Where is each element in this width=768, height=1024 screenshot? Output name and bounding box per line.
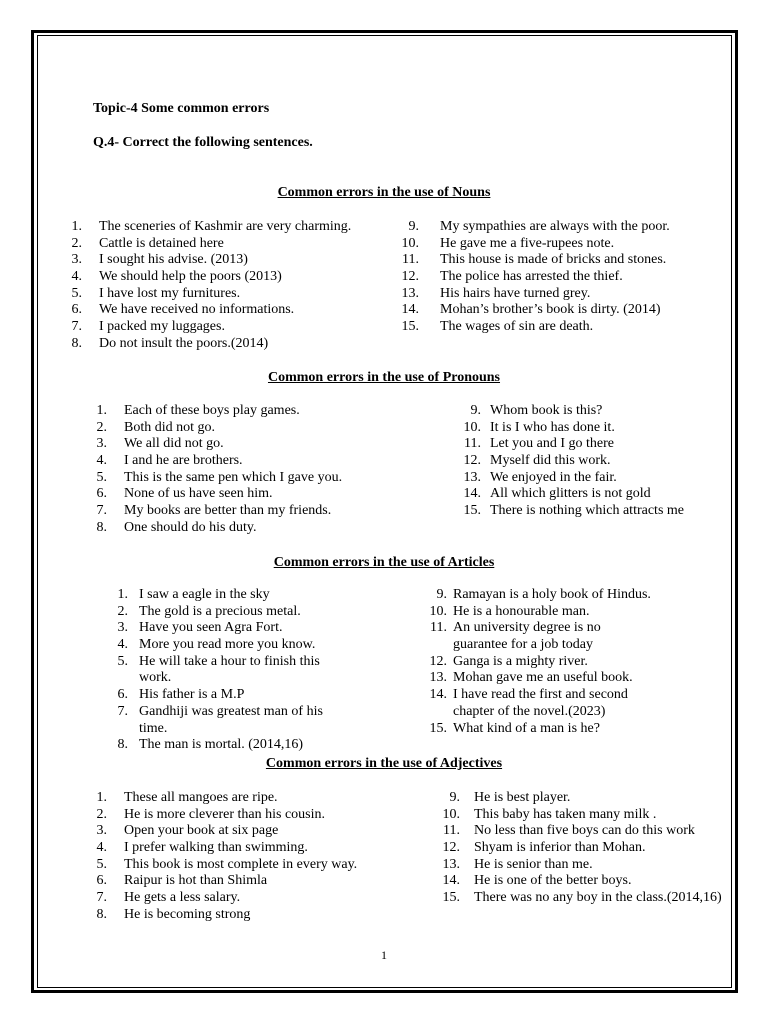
list-item-number: 14. [429,687,447,703]
list-item-number: 11. [443,823,460,839]
list-item [86,873,416,890]
list-item [430,873,735,890]
list-item [395,319,735,336]
list-item-text: Let you and I go there [490,436,615,452]
list-item [445,470,735,487]
list-item [100,604,400,621]
list-item [415,721,715,738]
articles-list-left [100,587,400,754]
list-item [86,503,416,520]
list-item-number: 1. [96,790,107,805]
list-item-text: The sceneries of Kashmir are very charming. [99,219,352,234]
list-item-text: Ganga is a mighty river. [453,653,588,669]
list-item-text: I have lost my furnitures. [99,285,241,301]
list-item-number: 9. [449,790,460,805]
list-item-number: 1. [96,403,107,418]
list-item [100,687,400,704]
adjectives-list-left [86,790,416,924]
list-item [100,587,400,604]
list-item-number: 10. [463,419,481,435]
section-heading-articles: Common errors in the use of Articles [273,555,495,570]
list-item-number: 3. [96,436,107,452]
list-item [100,737,400,754]
list-item-number: 10. [401,235,419,251]
list-item-number: 4. [96,840,107,856]
list-item-text: I prefer walking than swimming. [124,840,308,856]
list-item-text: Have you seen Agra Fort. [139,620,283,636]
list-item [86,907,416,924]
list-item-text: The gold is a precious metal. [139,603,301,619]
list-item-text: The police has arrested the thief. [440,269,623,285]
list-item-number: 10. [429,603,447,619]
list-item [86,807,416,824]
list-item [445,403,735,420]
list-item [100,704,400,737]
list-item-number: 6. [71,302,82,318]
list-item [86,403,416,420]
list-item-number: 3. [117,620,128,636]
list-item-text: Do not insult the poors.(2014) [99,335,269,351]
list-item-number: 7. [117,703,128,719]
list-item [86,436,416,453]
list-item [62,252,392,269]
list-item [395,269,735,286]
list-item-text-continued: time. [139,720,168,736]
list-item-text: These all mangoes are ripe. [124,790,278,805]
list-item-number: 2. [117,603,128,619]
list-item-number: 14. [401,302,419,318]
list-item-text: He is one of the better boys. [474,873,632,889]
list-item-number: 1. [117,587,128,602]
list-item-text: Mohan’s brother’s book is dirty. (2014) [440,302,661,318]
list-item [415,654,715,671]
list-item-number: 4. [117,637,128,653]
list-item-text: He will take a hour to finish this [139,653,320,669]
list-item-text: What kind of a man is he? [453,720,600,736]
list-item-number: 13. [429,670,447,686]
list-item-number: 12. [442,840,460,856]
list-item-number: 2. [96,419,107,435]
list-item-text: There was no any boy in the class.(2014,16) [474,890,722,906]
list-item [62,286,392,303]
list-item-number: 7. [96,890,107,906]
articles-list-right [415,587,715,737]
list-item [86,453,416,470]
list-item-text: No less than five boys can do this work [474,823,695,839]
list-item-text: I packed my luggages. [99,319,225,335]
nouns-list-right [395,219,735,336]
list-item-number: 11. [464,436,481,452]
list-item [430,790,735,807]
list-item [445,436,735,453]
list-item [100,620,400,637]
list-item-number: 6. [117,687,128,703]
list-item [415,604,715,621]
list-item-number: 13. [442,856,460,872]
list-item-number: 9. [408,219,419,234]
list-item [62,319,392,336]
list-item-text: He is best player. [474,790,571,805]
section-heading-nouns: Common errors in the use of Nouns [277,185,491,200]
list-item-text: An university degree is no [453,620,601,636]
list-item-text: This book is most complete in every way. [124,856,358,872]
list-item-number: 6. [96,873,107,889]
list-item-number: 5. [96,856,107,872]
list-item [445,453,735,470]
list-item-number: 5. [71,285,82,301]
list-item-text: Cattle is detained here [99,235,224,251]
list-item-text: I and he are brothers. [124,453,243,469]
list-item-text: There is nothing which attracts me [490,503,684,519]
list-item-text: We enjoyed in the fair. [490,469,617,485]
list-item [100,637,400,654]
list-item-text: He is senior than me. [474,856,593,872]
list-item-text: This baby has taken many milk . [474,806,657,822]
list-item-text: Mohan gave me an useful book. [453,670,633,686]
list-item-number: 12. [429,653,447,669]
list-item [86,840,416,857]
list-item [430,840,735,857]
list-item [430,807,735,824]
list-item-text: We all did not go. [124,436,224,452]
question-title: Q.4- Correct the following sentences. [93,135,313,150]
list-item-number: 4. [96,453,107,469]
list-item-text: I sought his advise. (2013) [99,252,248,268]
list-item-number: 11. [402,252,419,268]
list-item-text: I saw a eagle in the sky [139,587,270,602]
list-item [86,520,416,537]
list-item-text-continued: guarantee for a job today [453,637,593,653]
list-item [395,219,735,236]
list-item-text: His father is a M.P [139,687,245,703]
list-item-number: 15. [429,720,447,736]
list-item [62,269,392,286]
list-item-number: 7. [96,503,107,519]
list-item-number: 4. [71,269,82,285]
list-item-number: 13. [463,469,481,485]
list-item-number: 8. [96,906,107,922]
list-item-text: Each of these boys play games. [124,403,300,418]
list-item [395,252,735,269]
list-item [86,420,416,437]
list-item-text: He gave me a five-rupees note. [440,235,615,251]
list-item [415,587,715,604]
topic-title: Topic-4 Some common errors [93,101,270,116]
list-item [100,654,400,687]
list-item-number: 15. [463,503,481,519]
list-item-text: He is more cleverer than his cousin. [124,806,325,822]
list-item-number: 6. [96,486,107,502]
list-item-number: 8. [117,737,128,753]
list-item [415,687,715,720]
list-item-text: One should do his duty. [124,519,257,535]
list-item-text: Both did not go. [124,419,216,435]
list-item-number: 10. [442,806,460,822]
section-heading-adjectives: Common errors in the use of Adjectives [265,756,503,771]
list-item-number: 11. [430,620,447,636]
list-item-number: 5. [117,653,128,669]
list-item [430,857,735,874]
list-item [445,486,735,503]
list-item-text: Open your book at six page [124,823,279,839]
list-item-text: I have read the first and second [453,687,628,703]
list-item [395,286,735,303]
list-item-text: It is I who has done it. [490,419,615,435]
list-item-number: 15. [401,319,419,335]
list-item-number: 14. [442,873,460,889]
pronouns-list-right [445,403,735,520]
list-item [62,336,392,353]
list-item [86,470,416,487]
list-item-number: 3. [96,823,107,839]
list-item-number: 2. [96,806,107,822]
list-item [62,236,392,253]
list-item-text: Myself did this work. [490,453,611,469]
adjectives-list-right [430,790,735,907]
list-item-number: 15. [442,890,460,906]
list-item-text: He is becoming strong [124,906,251,922]
list-item-number: 12. [463,453,481,469]
list-item-text: None of us have seen him. [124,486,273,502]
list-item-text: Shyam is inferior than Mohan. [474,840,646,856]
list-item [86,823,416,840]
list-item [395,302,735,319]
list-item-text: Raipur is hot than Shimla [124,873,268,889]
list-item-number: 9. [470,403,481,418]
list-item-number: 3. [71,252,82,268]
list-item-text-continued: chapter of the novel.(2023) [453,703,606,719]
list-item-number: 2. [71,235,82,251]
list-item [430,823,735,840]
list-item [86,857,416,874]
list-item-number: 13. [401,285,419,301]
list-item-text: All which glitters is not gold [490,486,651,502]
list-item [62,302,392,319]
list-item-text: Whom book is this? [490,403,603,418]
list-item-text: Ramayan is a holy book of Hindus. [453,587,651,602]
list-item-number: 14. [463,486,481,502]
list-item-text: My books are better than my friends. [124,503,332,519]
list-item-text-continued: work. [139,670,172,686]
list-item [86,790,416,807]
section-heading-pronouns: Common errors in the use of Pronouns [267,370,501,385]
list-item-number: 1. [71,219,82,234]
list-item [86,890,416,907]
list-item-number: 7. [71,319,82,335]
list-item-text: The wages of sin are death. [440,319,594,335]
list-item [415,620,715,653]
list-item-text: This house is made of bricks and stones. [440,252,667,268]
page-number: 1 [381,948,387,962]
list-item-text: He is a honourable man. [453,603,590,619]
list-item [445,420,735,437]
list-item-number: 8. [71,335,82,351]
list-item-text: His hairs have turned grey. [440,285,591,301]
list-item [86,486,416,503]
nouns-list-left [62,219,392,353]
list-item [62,219,392,236]
list-item-number: 9. [436,587,447,602]
list-item-text: He gets a less salary. [124,890,241,906]
pronouns-list-left [86,403,416,537]
list-item-number: 8. [96,519,107,535]
list-item [430,890,735,907]
list-item-number: 5. [96,469,107,485]
list-item-text: More you read more you know. [139,637,316,653]
list-item [395,236,735,253]
list-item-text: My sympathies are always with the poor. [440,219,670,234]
list-item [415,670,715,687]
list-item-text: This is the same pen which I gave you. [124,469,343,485]
list-item-number: 12. [401,269,419,285]
list-item-text: Gandhiji was greatest man of his [139,703,323,719]
list-item-text: We have received no informations. [99,302,295,318]
list-item-text: The man is mortal. (2014,16) [139,737,304,753]
list-item-text: We should help the poors (2013) [99,269,282,285]
list-item [445,503,735,520]
